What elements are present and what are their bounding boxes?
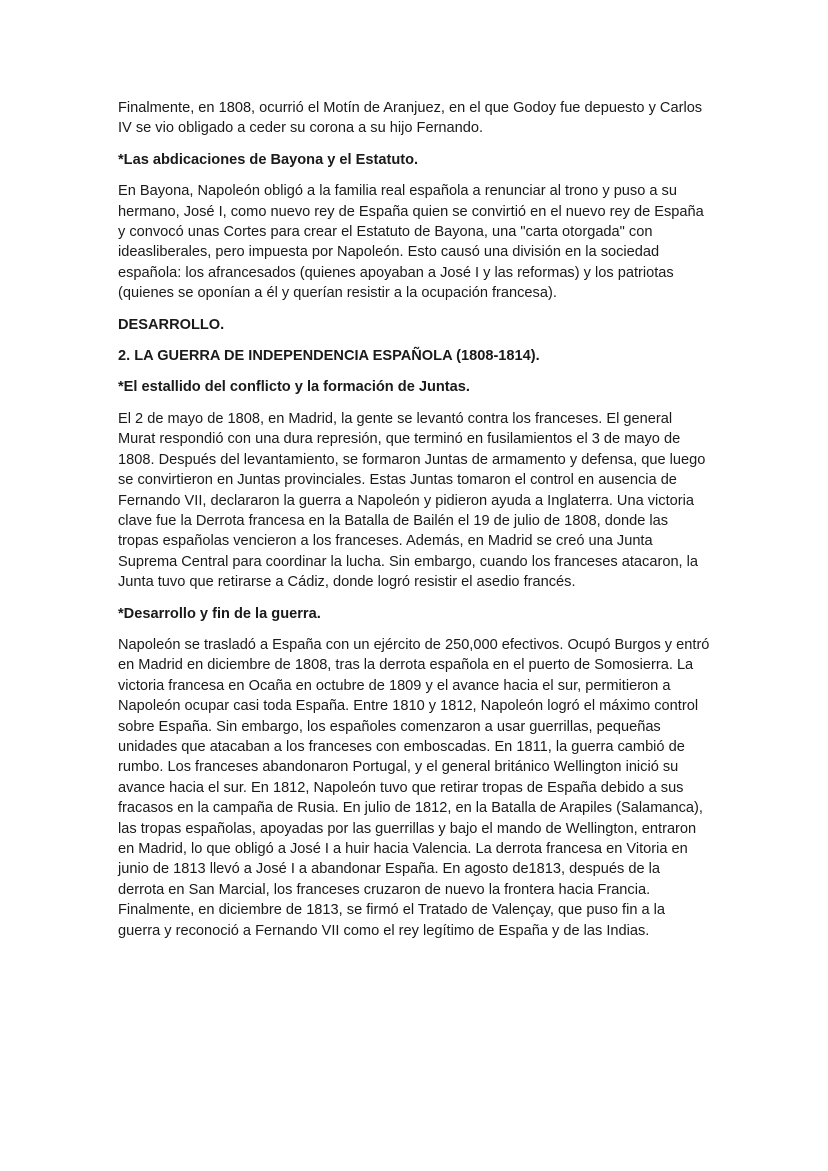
guerra-paragraph: Napoleón se trasladó a España con un ejército de 250,000 efectivos. Ocupó Burgos y entró en Madrid en diciembre de 1808, tras la derrota española en el puerto de Somosierra. La victoria francesa en Ocaña en octubre de 1809 y el avance hacia el sur, permitieron a Napoleón ocupar casi toda España. Entre 1810 y 1812, Napoleón logró el máximo control sobre España. Sin embargo, los españoles comenzaron a usar guerrillas, pequeñas unidades que atacaban a los franceses con emboscadas. En 1811, la guerra cambió de rumbo. Los franceses abandonaron Portugal, y el general británico Wellington inició su avance hacia el sur. En 1812, Napoleón tuvo que retirar tropas de España debido a sus fracasos en la campaña de Rusia. En julio de 1812, en la Batalla de Arapiles (Salamanca), las tropas españolas, apoyadas por las guerrillas y bajo el mando de Wellington, entraron en Madrid, lo que obligó a José I a huir hacia Valencia. La derrota francesa en Vitoria en junio de 1813 llevó a José I a abandonar España. En agosto de1813, después de la derrota en San Marcial, los franceses cruzaron de nuevo la frontera hacia Francia. Finalmente, en diciembre de 1813, se firmó el Tratado de Valençay, que puso fin a la guerra y reconoció a Fernando VII como el rey legítimo de España y de las Indias. xyxy=(118,636,710,939)
chapter-heading: 2. LA GUERRA DE INDEPENDENCIA ESPAÑOLA (1808-1814). xyxy=(118,348,540,365)
bayona-paragraph: En Bayona, Napoleón obligó a la familia real española a renunciar al trono y puso a su hermano, José I, como nuevo rey de España quien se convirtió en el nuevo rey de España y convocó unas Cortes para crear el Estatuto de Bayona, una "carta otorgada" con ideasliberales, pero impuesta por Napoleón. Esto causó una división en la sociedad española: los afrancesados (quienes apoyaban a José I y las reformas) y los patriotas (quienes se oponían a él y querían resistir a la ocupación francesa). xyxy=(118,183,704,302)
bayona-heading: *Las abdicaciones de Bayona y el Estatuto. xyxy=(118,151,419,168)
guerra-heading: *Desarrollo y fin de la guerra. xyxy=(118,605,321,622)
document-page xyxy=(118,98,710,952)
juntas-paragraph: El 2 de mayo de 1808, en Madrid, la gente se levantó contra los franceses. El general Murat respondió con una dura represión, que terminó en fusilamientos el 3 de mayo de 1808. Después del levantamiento, se formaron Juntas de armamento y defensa, que luego se convirtieron en Juntas provinciales. Estas Juntas tomaron el control en ausencia de Fernando VII, declararon la guerra a Napoleón y pidieron ayuda a Inglaterra. Una victoria clave fue la Derrota francesa en la Batalla de Bailén el 19 de julio de 1808, donde las tropas españolas vencieron a los franceses. Además, en Madrid se creó una Junta Suprema Central para coordinar la lucha. Sin embargo, cuando los franceses atacaron, la Junta tuvo que retirarse a Cádiz, donde logró resistir el asedio francés. xyxy=(118,410,706,591)
intro-paragraph: Finalmente, en 1808, ocurrió el Motín de Aranjuez, en el que Godoy fue depuesto y Carlos IV se vio obligado a ceder su corona a su hijo Fernando. xyxy=(118,100,703,137)
section-heading: DESARROLLO. xyxy=(118,316,225,333)
juntas-heading: *El estallido del conflicto y la formación de Juntas. xyxy=(118,379,470,396)
